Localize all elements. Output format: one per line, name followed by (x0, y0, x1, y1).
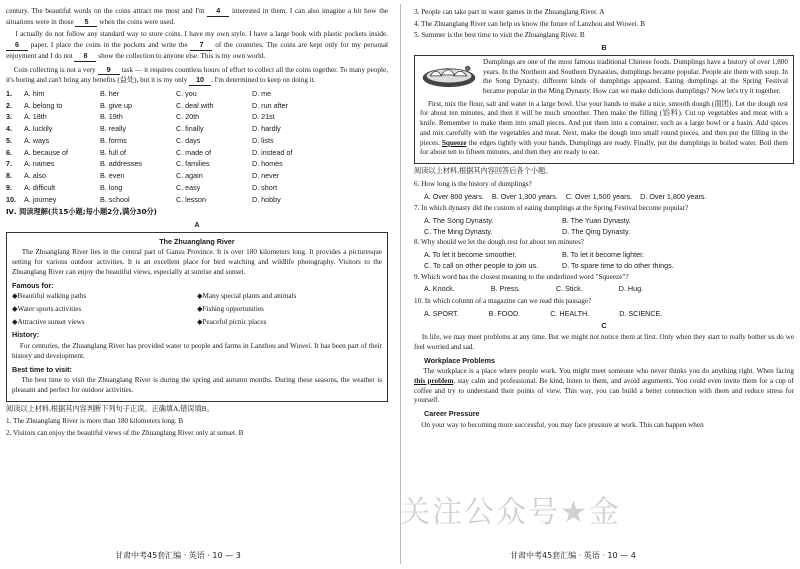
passage-b-para1: Dumplings are one of the most famous traditional Chinese foods. Dumplings have a history of over 1,800 years. In the Northern and Southern Dynasties, dumplings became popular. People ate them with soup. In the Song Dynasty, different kinds of dumplings appeared. Eating dumplings at the Spring Festival became popular in the Ming Dynasty. How can we make delicious dumplings? Now let's try it together. (483, 57, 788, 96)
blank-7: 7 (190, 40, 212, 51)
tf-question-5: 5. Summer is the best time to visit the Zhuanglang River. B (414, 31, 585, 40)
blank-4: 4 (207, 6, 229, 17)
option: D. To spare time to do other things. (562, 260, 674, 270)
cloze-options (6, 89, 388, 204)
option: D. short (252, 182, 278, 192)
left-page (6, 6, 388, 441)
option: B. give up (100, 100, 132, 110)
feature-item: ◆Fishing opportunities (197, 304, 264, 313)
question-6: 6. How long is the history of dumplings? (414, 179, 532, 188)
option: C. 20th (176, 112, 200, 122)
option-number: 7. (6, 159, 12, 169)
option: D. run after (252, 100, 288, 110)
option: C. finally (176, 124, 204, 134)
blank-6: 6 (6, 40, 28, 51)
option: C. again (176, 171, 203, 181)
blank-8: 8 (74, 51, 96, 62)
blank-10: 10 (189, 75, 211, 86)
option: A. him (24, 89, 45, 99)
option: A. Knock. (424, 284, 455, 294)
right-page (414, 6, 794, 434)
question-10: 10. In which column of a magazine can we read this passage? (414, 296, 592, 305)
option: B. full of (100, 147, 126, 157)
option-number: 2. (6, 100, 12, 110)
option: A. 18th (24, 112, 47, 122)
option: D. The Qing Dynasty. (562, 226, 631, 236)
option: C. families (176, 159, 210, 169)
career-pressure-heading: Career Pressure (424, 409, 480, 419)
watermark: 关注公众号★金 (400, 495, 621, 530)
option: B. FOOD. (488, 308, 521, 318)
option: B. school (100, 194, 130, 204)
feature-item: ◆Peaceful picnic places (197, 317, 267, 326)
passage-c-para3: On your way to becoming more successful, you may face pressure at work. This can happen when (421, 420, 704, 429)
option: B. long (100, 182, 123, 192)
right-page-footer: 甘肃中考45套汇编 · 英语 · 10 — 4 (510, 551, 636, 560)
option: C. easy (176, 182, 201, 192)
best-time-text: The best time to visit the Zhuanglang River is during the spring and autumn months. During these seasons, the weather is pleasant and perfect for outdoor activities. (12, 376, 382, 394)
option: A. The Song Dynasty. (424, 215, 494, 225)
question-7-options (424, 216, 794, 236)
option-number: 4. (6, 124, 12, 134)
tf-question-4: 4. The Zhuanglang River can help us know the future of Lanzhou and Wuwei. B (414, 19, 645, 28)
option: B. her (100, 89, 120, 99)
question-8: 8. Why should we let the dough rest for about ten minutes? (414, 238, 584, 247)
history-label: History: (12, 330, 40, 340)
reading-section-title: Ⅳ. 阅读理解(共15小题;每小题2分,满分30分) (6, 207, 157, 217)
option: B. 19th (100, 112, 123, 122)
passage-c-letter: C (601, 321, 607, 331)
option: D. 21st (252, 112, 275, 122)
workplace-problems-heading: Workplace Problems (424, 355, 495, 365)
cloze-paragraph-3: Coin collecting is not a very 9 task — it requires countless hours of effort to collect all the coins together. To many people, it's boring and can't bring any benefits (益处), but it is my only 10 . I'm determined to keep on doing it. (6, 64, 388, 85)
option: C. days (176, 135, 201, 145)
blank-9: 9 (98, 65, 120, 76)
option: B. Over 1,300 years. (491, 191, 558, 201)
option: D. homes (252, 159, 283, 169)
question-8-options (424, 250, 794, 270)
option: B. forms (100, 135, 127, 145)
option: B. Press. (490, 284, 520, 294)
feature-item: ◆Attractive sunset views (12, 317, 85, 326)
option: C. The Ming Dynasty. (424, 226, 493, 236)
option: D. Over 1,800 years. (640, 191, 707, 201)
option: D. hobby (252, 194, 281, 204)
option-number: 9. (6, 182, 12, 192)
option: A. ways (24, 135, 50, 145)
feature-item: ◆Beautiful walking paths (12, 292, 87, 301)
question-9-options (424, 284, 794, 294)
option-number: 8. (6, 171, 12, 181)
option: D. never (252, 171, 280, 181)
option: D. hardly (252, 124, 281, 134)
feature-item: ◆Many special plants and animals (197, 292, 297, 301)
option: A. luckily (24, 124, 53, 134)
option-number: 3. (6, 112, 12, 122)
option: C. To call on other people to join us. (424, 260, 539, 270)
left-page-footer: 甘肃中考45套汇编 · 英语 · 10 — 3 (115, 551, 241, 560)
option: C. Over 1,500 years. (565, 191, 633, 201)
option: A. names (24, 159, 55, 169)
option: C. deal with (176, 100, 214, 110)
passage-c-para1: In life, we may meet problems at any time. But we might not notice them at first. Only when they start to really bother us do we feel worried and sad. (414, 333, 795, 351)
history-text: For centuries, the Zhuanglang River has provided water to people and farms in Lanzhou and Wuwei. It has been part of their history and development. (12, 342, 382, 360)
option: B. addresses (100, 159, 142, 169)
features-list (12, 292, 382, 327)
option-number: 1. (6, 89, 12, 99)
option: D. me (252, 89, 272, 99)
best-time-label: Best time to visit: (12, 364, 72, 374)
page-divider (400, 4, 401, 564)
option-number: 10. (6, 194, 16, 204)
passage-b-instruction: 阅读以上材料,根据其内容回答后各个小题。 (414, 167, 553, 176)
option: D. lists (252, 135, 274, 145)
passage-b-box (414, 55, 794, 164)
option-number: 6. (6, 147, 12, 157)
option: C. you (176, 89, 197, 99)
option: B. To let it become lighter. (562, 250, 645, 260)
option: D. Hug. (618, 284, 644, 294)
question-10-options (424, 309, 794, 319)
option: C. HEALTH. (550, 308, 590, 318)
question-6-options (424, 192, 794, 202)
option: C. made of (176, 147, 212, 157)
underlined-this-problem: this problem (414, 377, 454, 385)
option: C. Stick. (555, 284, 583, 294)
option: A. because of (24, 147, 68, 157)
passage-b-para2: First, mix the flour, salt and water in a large bowl. Use your hands to make a nice, smooth dough (面团). Let the dough rest for about ten minutes, and then it will be much smoother. Then make the filling (馅料). Cut up vegetables and meat with a knife. Remember to make them into small pieces. And put them into a container, such as a large bowl or a basin. Add spices and mix carefully with the vegetables and meat. Next, make the dough into small round pieces, and then put the filling in the pieces. Squeeze the edges tightly with your hands. Dumplings are ready. Finally, put the dumplings in boiled water. Boil them for about ten to fifteen minutes, and then they are ready to eat. (420, 99, 789, 157)
option: A. also (24, 171, 46, 181)
famous-for-label: Famous for: (12, 280, 54, 290)
option-number: 5. (6, 135, 12, 145)
option: B. really (100, 124, 126, 134)
option: A. belong to (24, 100, 63, 110)
question-7: 7. In which dynasty did the custom of eating dumplings at the Spring Festival become popular? (414, 204, 689, 213)
passage-a-instruction: 阅读以上材料,根据其内容判断下列句子正误。正确填A,错误填B。 (6, 404, 214, 413)
cloze-paragraph-2: I actually do not follow any standard way to store coins. I have my own style. I have a large book with plastic pockets inside. 6 paper. I place the coins in the pockets and write the 7 of the countries. The coins are kept only for my personal enjoyment and I do not 8 show the collection to anyone else. This is my own world. (6, 30, 389, 60)
option: B. The Yuan Dynasty. (562, 215, 631, 225)
option: D. instead of (252, 147, 293, 157)
tf-question-2: 2. Visitors can enjoy the beautiful views of the Zhuanglang River only at sunset. B (6, 429, 244, 438)
option: A. difficult (24, 182, 56, 192)
option: A. journey (24, 194, 57, 204)
passage-a-intro: The Zhuanglang River lies in the central part of Gansu Province. It is over 180 kilometers long. It provides a picturesque setting for various outdoor activities. It is an excellent place for bird watching and wildlife photography. Visitors to the Zhuanglang River can enjoy the beautiful views, especially at sunrise and sunset. (12, 248, 383, 276)
blank-5: 5 (75, 17, 97, 28)
option: C. lesson (176, 194, 206, 204)
tf-question-1: 1. The Zhuanglang River is more than 180 kilometers long. B (6, 417, 184, 426)
option: A. Over 800 years. (424, 191, 484, 201)
tf-question-3: 3. People can take part in water games in the Zhuanglang River. A (414, 8, 605, 16)
passage-c-para2: The workplace is a place where people work. You might meet someone who never thinks you do anything right. When facing this problem, stay calm and professional. Be kind, listen to them, and avoid arguments. You could even invite them for a cup of coffee and try to understand their points of view. This way, you can build a better connection with them and reduce stress for yourself. (414, 367, 794, 405)
passage-a-box (6, 232, 388, 402)
option: D. SCIENCE. (619, 308, 663, 318)
dumplings-illustration (420, 59, 478, 89)
option: B. even (100, 171, 125, 181)
passage-a-letter: A (194, 219, 200, 229)
option: A. SPORT. (424, 308, 459, 318)
underlined-word-squeeze: Squeeze (441, 138, 467, 147)
passage-b-letter: B (601, 43, 607, 53)
passage-a-title: The Zhuanglang River (159, 236, 235, 246)
feature-item: ◆Water sports activities (12, 304, 82, 313)
question-9: 9. Which word has the closest meaning to the underlined word "Squeeze"? (414, 272, 629, 281)
option: A. To let it become smoother. (424, 250, 517, 260)
cloze-paragraph-1: century. The beautiful words on the coins attract me most and I'm 4 interested in them. I can also imagine a bit how the situations were in those 5 when the coins were used. (6, 6, 388, 26)
